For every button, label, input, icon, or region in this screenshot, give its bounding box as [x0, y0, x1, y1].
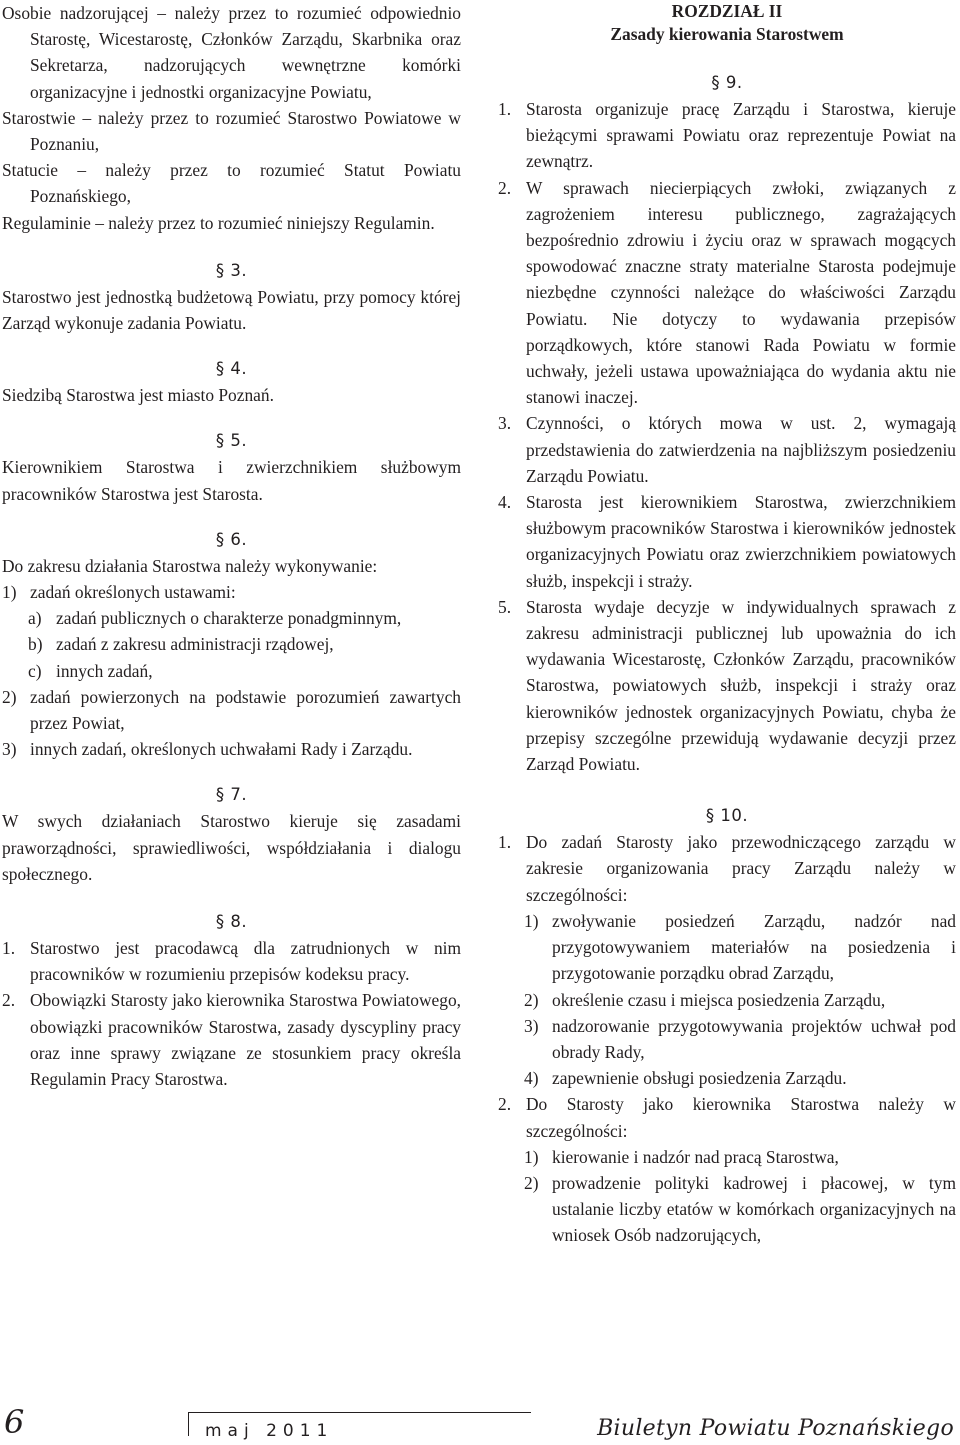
footer-divider: [188, 1412, 531, 1413]
list-item: [2, 935, 461, 987]
definition-statut: Statucie – należy przez to rozumieć Statut Powiatu Poznańskiego,: [2, 160, 461, 207]
section-heading-3: § 3.: [215, 260, 248, 280]
list-item: [2, 579, 461, 605]
item-text: nadzorowanie przygotowywania projektów uchwał pod obrady Rady,: [552, 1015, 956, 1062]
section-heading-10: § 10.: [705, 806, 749, 826]
list-item: [498, 1170, 956, 1249]
definition-starostwo: Starostwie – należy przez to rozumieć Starostwo Powiatowe w Poznaniu,: [2, 107, 461, 155]
item-text: zadań publicznych o charakterze ponadgminnym,: [56, 608, 402, 629]
list-item: [2, 605, 461, 631]
item-text: Do zadań Starosty jako przewodniczącego zarządu w zakresie organizowania pracy Zarządu należy w szczególności:: [526, 832, 956, 905]
item-text: kierowanie i nadzór nad pracą Starostwa,: [552, 1146, 839, 1167]
item-text: zapewnienie obsługi posiedzenia Zarządu.: [552, 1068, 847, 1089]
list-item: [498, 908, 956, 987]
section-6-intro: Do zakresu działania Starostwa należy wykonywanie:: [2, 555, 378, 576]
item-number: c): [28, 660, 42, 681]
item-text: Starostwo jest pracodawcą dla zatrudnionych w nim pracowników w rozumieniu przepisów kodeksu pracy.: [30, 938, 461, 985]
item-number: 2): [2, 686, 17, 707]
item-number: 2.: [2, 990, 16, 1011]
section-7-text: W swych działaniach Starostwo kieruje się zasadami praworządności, sprawiedliwości, współdziałania i dialogu społecznego.: [2, 811, 461, 884]
section-heading-5: § 5.: [215, 431, 248, 451]
section-heading-6: § 6.: [215, 529, 248, 549]
list-item: [2, 684, 461, 736]
item-number: 5.: [498, 596, 512, 617]
chapter-subtitle: Zasady kierowania Starostwem: [610, 24, 844, 44]
item-number: 2): [524, 989, 539, 1010]
list-item: [498, 987, 956, 1013]
issue-date: maj 2011: [205, 1421, 334, 1441]
footer-divider-tick: [188, 1412, 189, 1436]
item-number: a): [28, 608, 42, 629]
list-item: [498, 1091, 956, 1143]
list-item: [498, 410, 956, 489]
list-item: [498, 1065, 956, 1091]
item-number: 2.: [498, 177, 512, 198]
list-item: [498, 594, 956, 777]
list-item: [498, 829, 956, 908]
item-text: W sprawach niecierpiących zwłoki, związanych z zagrożeniem interesu publicznego, zagrażających bezpośrednio zdrowiu i życiu oraz w sprawach mogących spowodować znaczne straty materialne Starosta podejmuje niezbędne czynności należące do właściwości Zarządu Powiatu. Nie dotyczy to wydawania przepisów porządkowych, które stanowi Rada Powiatu w formie uchwały, jeżeli ustawa upoważniająca do wydania aktu nie stanowi inaczej.: [526, 177, 956, 408]
list-item: [2, 736, 461, 762]
item-text: innych zadań,: [56, 660, 153, 681]
item-number: 1): [524, 1146, 539, 1167]
item-text: Starosta wydaje decyzje w indywidualnych sprawach z zakresu administracji publicznej lub upoważnia do ich wydawania Wicestarostę, Członków Zarządu, pracowników Starostwa, powiatowych służb, inspekcji i straży oraz kierowników jednostek organizacyjnych Powiatu, chyba że przepisy szczególne przewidują wydawanie decyzji przez Zarząd Powiatu.: [526, 596, 956, 775]
item-text: zadań z zakresu administracji rządowej,: [56, 634, 334, 655]
section-heading-7: § 7.: [215, 785, 248, 805]
list-item: [2, 987, 461, 1092]
list-item: [498, 489, 956, 594]
page-number: 6: [4, 1403, 25, 1441]
list-item: [2, 631, 461, 657]
definition-osoba: Osobie nadzorującej – należy przez to rozumieć odpowiednio Starostę, Wicestarostę, Członków Zarządu, Skarbnika oraz Sekretarza, nadzorujących wewnętrzne komórki organizacyjne i jednostki organizacyjne Powiatu,: [2, 3, 461, 102]
item-text: prowadzenie polityki kadrowej i płacowej, w tym ustalanie liczby etatów w komórkach organizacyjnych na wniosek Osób nadzorujących,: [552, 1172, 956, 1246]
item-text: Starosta organizuje pracę Zarządu i Starostwa, kieruje bieżącymi sprawami Powiatu oraz reprezentuje Powiat na zewnątrz.: [526, 99, 956, 172]
section-heading-8: § 8.: [215, 912, 248, 932]
item-number: 3): [524, 1015, 539, 1036]
section-4-text: Siedzibą Starostwa jest miasto Poznań.: [2, 385, 274, 406]
item-number: 3): [2, 739, 17, 760]
definition-regulamin: Regulaminie – należy przez to rozumieć niniejszy Regulamin.: [2, 212, 435, 233]
item-text: zadań powierzonych na podstawie porozumień zawartych przez Powiat,: [30, 686, 461, 734]
item-text: Starosta jest kierownikiem Starostwa, zwierzchnikiem służbowym pracowników Starostwa i kierowników jednostek organizacyjnych Powiatu oraz zwierzchnikiem powiatowych służb, inspekcji i straży.: [526, 492, 956, 591]
list-item: [498, 96, 956, 175]
right-column: [498, 0, 956, 1249]
section-heading-4: § 4.: [215, 359, 248, 379]
list-item: [498, 1013, 956, 1065]
item-number: 1.: [498, 99, 512, 119]
section-5-text: Kierownikiem Starostwa i zwierzchnikiem służbowym pracowników Starostwa jest Starosta.: [2, 457, 461, 504]
page-footer: [0, 1400, 960, 1445]
section-3-text: Starostwo jest jednostką budżetową Powiatu, przy pomocy której Zarząd wykonuje zadania Powiatu.: [2, 286, 461, 334]
item-number: 2.: [498, 1094, 512, 1115]
list-item: [498, 1144, 956, 1170]
section-heading-9: § 9.: [711, 73, 743, 92]
list-item: [2, 658, 461, 684]
item-number: 1): [524, 910, 539, 931]
item-number: 4.: [498, 492, 512, 513]
item-number: b): [28, 634, 43, 655]
item-text: innych zadań, określonych uchwałami Rady i Zarządu.: [30, 739, 413, 760]
item-number: 1.: [498, 832, 512, 853]
publication-title: Biuletyn Powiatu Poznańskiego: [597, 1416, 954, 1441]
item-text: Obowiązki Starosty jako kierownika Starostwa Powiatowego, obowiązki pracowników Starostwa, zasady dyscypliny pracy oraz inne sprawy związane ze stosunkiem pracy określa Regulamin Pracy Starostwa.: [30, 990, 461, 1090]
item-number: 2): [524, 1172, 539, 1193]
item-text: zwoływanie posiedzeń Zarządu, nadzór nad przygotowywaniem materiałów na posiedzenia i przygotowanie porządku obrad Zarządu,: [552, 910, 956, 984]
list-item: [498, 175, 956, 411]
item-text: Do Starosty jako kierownika Starostwa należy w szczególności:: [526, 1094, 956, 1141]
item-text: określenie czasu i miejsca posiedzenia Zarządu,: [552, 989, 886, 1010]
chapter-title: ROZDZIAŁ II: [671, 1, 783, 21]
item-number: 1): [2, 582, 17, 603]
left-column: [2, 0, 461, 1092]
item-text: Czynności, o których mowa w ust. 2, wymagają przedstawienia do zatwierdzenia na najbliższym posiedzeniu Zarządu Powiatu.: [526, 413, 956, 486]
item-text: zadań określonych ustawami:: [30, 582, 236, 603]
item-number: 3.: [498, 413, 512, 434]
item-number: 1.: [2, 938, 16, 959]
item-number: 4): [524, 1068, 539, 1089]
